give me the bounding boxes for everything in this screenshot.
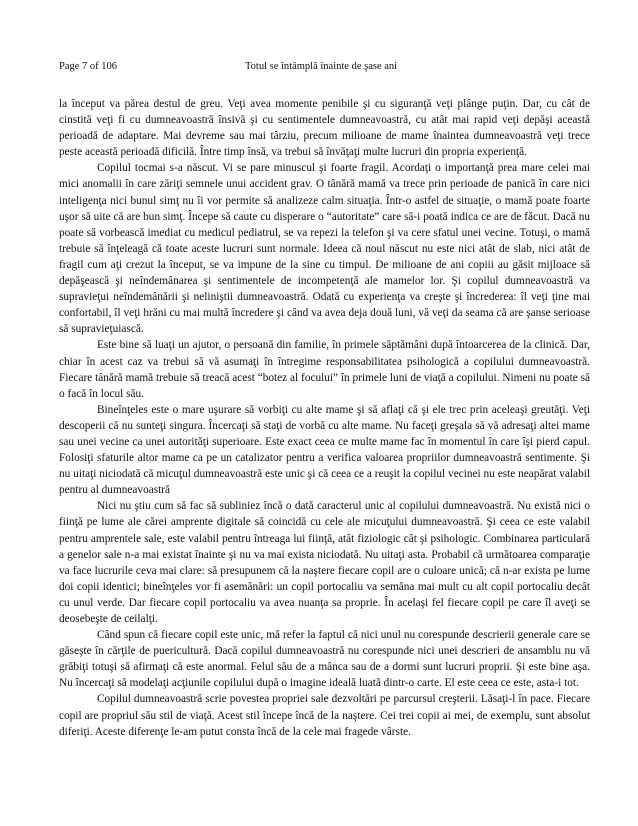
page-number: Page 7 of 106 — [59, 61, 118, 72]
paragraph: Este bine să luaţi un ajutor, o persoană din familie, în primele săptămâni după întoarcerea de la clinică. Dar, chiar în acest caz va trebui să vă asumaţi în întregime responsabilitatea psihologică a copilului dumneavoastră. Fiecare tânără mamă trebuie să treacă acest “botez al focului” în primele luni de viaţă a copilului. Nimeni nu poate să o facă în locul său. — [59, 339, 590, 400]
paragraph: Copilul tocmai s-a născut. Vi se pare minuscul şi foarte fragil. Acordaţi o importanţă prea mare celei mai mici anomalii în care zăriţi semnele unui accident grav. O tânără mamă va trece prin perioade de panică în care nici inteligenţa nici bunul simţ nu îi vor permite să analizeze calm situaţia. Într-o astfel de situaţie, o mamă poate foarte uşor să uite că are bun simţ. Începe să caute cu disperare o “autoritate” care să-i poată indica ce are de făcut. Dacă nu poate să vorbească imediat cu medicul pediatrul, se va repezi la telefon şi va cere sfatul unei vecine. Totuşi, o mamă trebuie să înţeleagă că toate aceste lucruri sunt normale. Ideea că noul născut nu este nici atât de slab, nici atât de fragil cum aţi crezut la început, se va impune de la sine cu timpul. De milioane de ani copiii au găsit mijloace să depăşească şi neîndemânarea şi sentimentele de incompetenţă ale mamelor lor. Şi copilul dumneavoastră va supravieţui neîndemânării şi neliniştii dumneavoastră. Odată cu experienţa va creşte şi încrederea: îl veţi ţine mai confortabil, îl veţi hrăni cu mai multă încredere şi când va avea deja două luni, vă veţi da seama că are şanse serioase să supravieţuiască. — [59, 162, 590, 336]
paragraph: Când spun că fiecare copil este unic, mă refer la faptul că nici unul nu corespunde descrierii generale care se găseşte în cărţile de puericultură. Dacă copilul dumneavoastră nu corespunde nici unei descrieri de ansamblu nu vă grăbiţi totuşi să afirmaţi că este anormal. Felul său de a mânca sau de a dormi sunt lucruri proprii. Şi este bine aşa. Nu încercaţi să modelaţi acţiunile copilului după o imagine ideală luată dintr-o carte. El este ceea ce este, asta-i tot. — [59, 629, 590, 690]
document-title: Totul se întâmplă înainte de şase ani — [245, 61, 398, 72]
page-header — [59, 60, 579, 74]
paragraph: la început va părea destul de greu. Veţi avea momente penibile şi cu siguranţă veţi plânge puţin. Dar, cu cât de cinstită veţi fi cu dumneavoastră însivă şi cu sentimentele dumneavoastră, cu atât mai rapid veţi depăşi această perioadă de adaptare. Mai devreme sau mai târziu, precum milioane de mame înaintea dumneavoastră veţi trece peste această perioadă dificilă. Între timp însă, va trebui să învăţaţi multe lucruri din propria experienţă. — [59, 98, 590, 159]
paragraph: Copilul dumneavoastră scrie povestea propriei sale dezvoltări pe parcursul creşterii. Lăsaţi-l în pace. Fiecare copil are propriul său stil de viaţă. Acest stil începe încă de la naştere. Cei trei copii ai mei, de exemplu, sunt absolut diferiţi. Aceste diferenţe le-am putut consta încă de la cele mai fragede vârste. — [59, 693, 590, 738]
body-text — [59, 96, 590, 740]
paragraph: Bineînţeles este o mare uşurare să vorbiţi cu alte mame şi să aflaţi că şi ele trec prin aceleaşi greutăţi. Veţi descoperii că nu sunteţi singura. Încercaţi să staţi de vorbă cu alte mame. Nu faceţi greşala să vă adresaţi altei mame sau unei vecine ca unei autorităţi superioare. Este exact ceea ce multe mame fac în momentul în care îşi pierd capul. Folosiţi sfaturile altor mame ca pe un catalizator pentru a verifica valoarea propriilor dumneavoastră sentimente. Şi nu uitaţi niciodată că micuţul dumneavoastră este unic şi că ceea ce a reuşit la copilul vecinei nu este neapărat valabil pentru al dumneavoastră — [59, 403, 590, 497]
paragraph: Nici nu ştiu cum să fac să subliniez încă o dată caracterul unic al copilului dumneavoastră. Nu există nici o fiinţă pe lume ale cărei amprente digitale să coincidă cu cele ale micuţului dumneavoastră. Şi ceea ce este valabil pentru amprentele sale, este valabil pentru întreaga lui fiinţă, atât fiziologic cât şi psihologic. Combinarea particulară a genelor sale n-a mai existat înainte şi nu va mai exista niciodată. Nu uitaţi asta. Probabil că următoarea comparaţie va face lucrurile ceva mai clare: să presupunem că la naştere fiecare copil are o culoare unică; că n-ar exista pe lume doi copii identici; bineînţeles vor fi asemănări: un copil portocaliu va semăna mai mult cu alt copil portocaliu decât cu unul verde. Dar fiecare copil portocaliu va avea nuanţa sa proprie. În acelaşi fel fiecare copil pe care îl aveţi se deosebeşte de ceilalţi. — [59, 500, 590, 625]
